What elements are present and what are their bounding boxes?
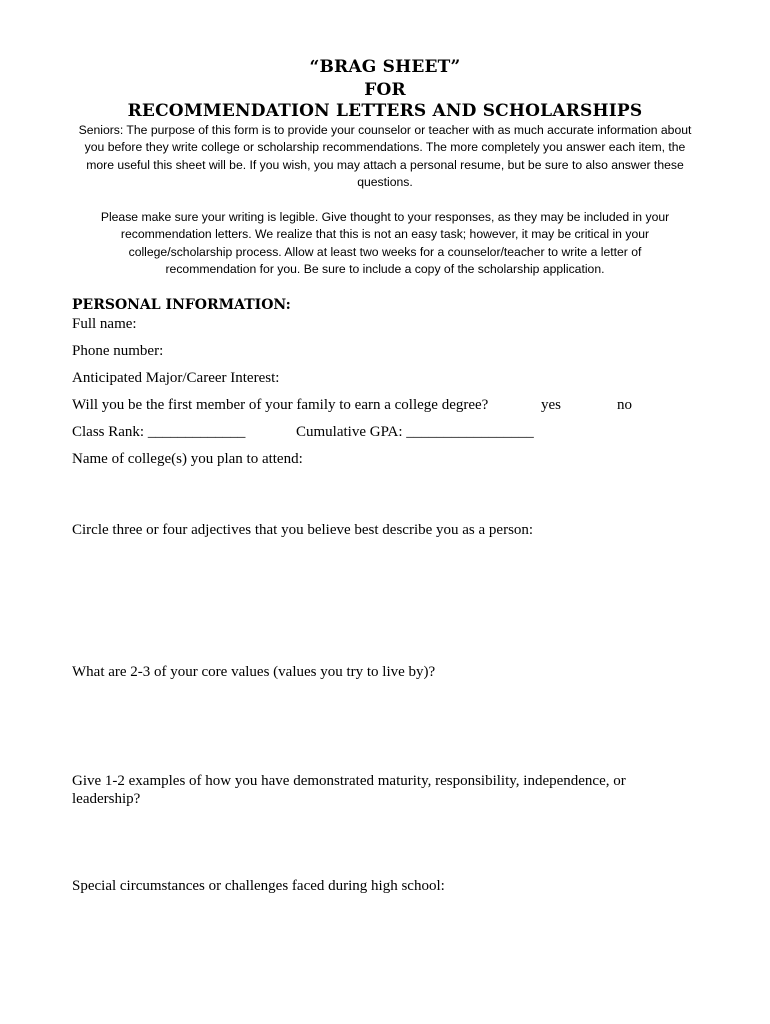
challenges-question: Special circumstances or challenges faced during high school: — [72, 878, 445, 894]
maturity-question: Give 1-2 examples of how you have demonstrated maturity, responsibility, independence, or leadership? — [72, 773, 626, 807]
form-title-line-2: FOR — [364, 80, 406, 100]
form-title-line-3: RECOMMENDATION LETTERS AND SCHOLARSHIPS — [127, 101, 643, 121]
adjectives-question: Circle three or four adjectives that you believe best describe you as a person: — [72, 522, 534, 538]
colleges-field[interactable]: Name of college(s) you plan to attend: — [72, 451, 303, 467]
personal-information-heading: PERSONAL INFORMATION: — [72, 297, 291, 313]
option-yes[interactable]: yes — [541, 397, 561, 413]
intro-paragraph: Seniors: The purpose of this form is to provide your counselor or teacher with as much accurate information about you before they write college or scholarship recommendations. The more completely you answer each item, the more useful this sheet will be. If you wish, you may attach a personal resume, but be sure to also answer these questions. — [78, 123, 692, 190]
major-career-field[interactable]: Anticipated Major/Career Interest: — [72, 370, 280, 386]
class-rank-field[interactable]: Class Rank: _____________ — [72, 424, 246, 440]
phone-number-field[interactable]: Phone number: — [72, 343, 164, 359]
instructions-paragraph: Please make sure your writing is legible. Give thought to your responses, as they may be included in your recommendation letters. We realize that this is not an easy task; however, it may be critical in your college/scholarship process. Allow at least two weeks for a counselor/teacher to write a letter of recommendation for you. Be sure to include a copy of the scholarship application. — [100, 210, 670, 277]
form-title-line-1: “BRAG SHEET” — [309, 57, 461, 77]
core-values-question: What are 2-3 of your core values (values you try to live by)? — [72, 664, 436, 680]
gpa-field[interactable]: Cumulative GPA: _________________ — [296, 424, 534, 440]
option-no[interactable]: no — [617, 397, 632, 413]
first-generation-question: Will you be the first member of your family to earn a college degree? — [72, 397, 489, 413]
full-name-field[interactable]: Full name: — [72, 316, 137, 332]
